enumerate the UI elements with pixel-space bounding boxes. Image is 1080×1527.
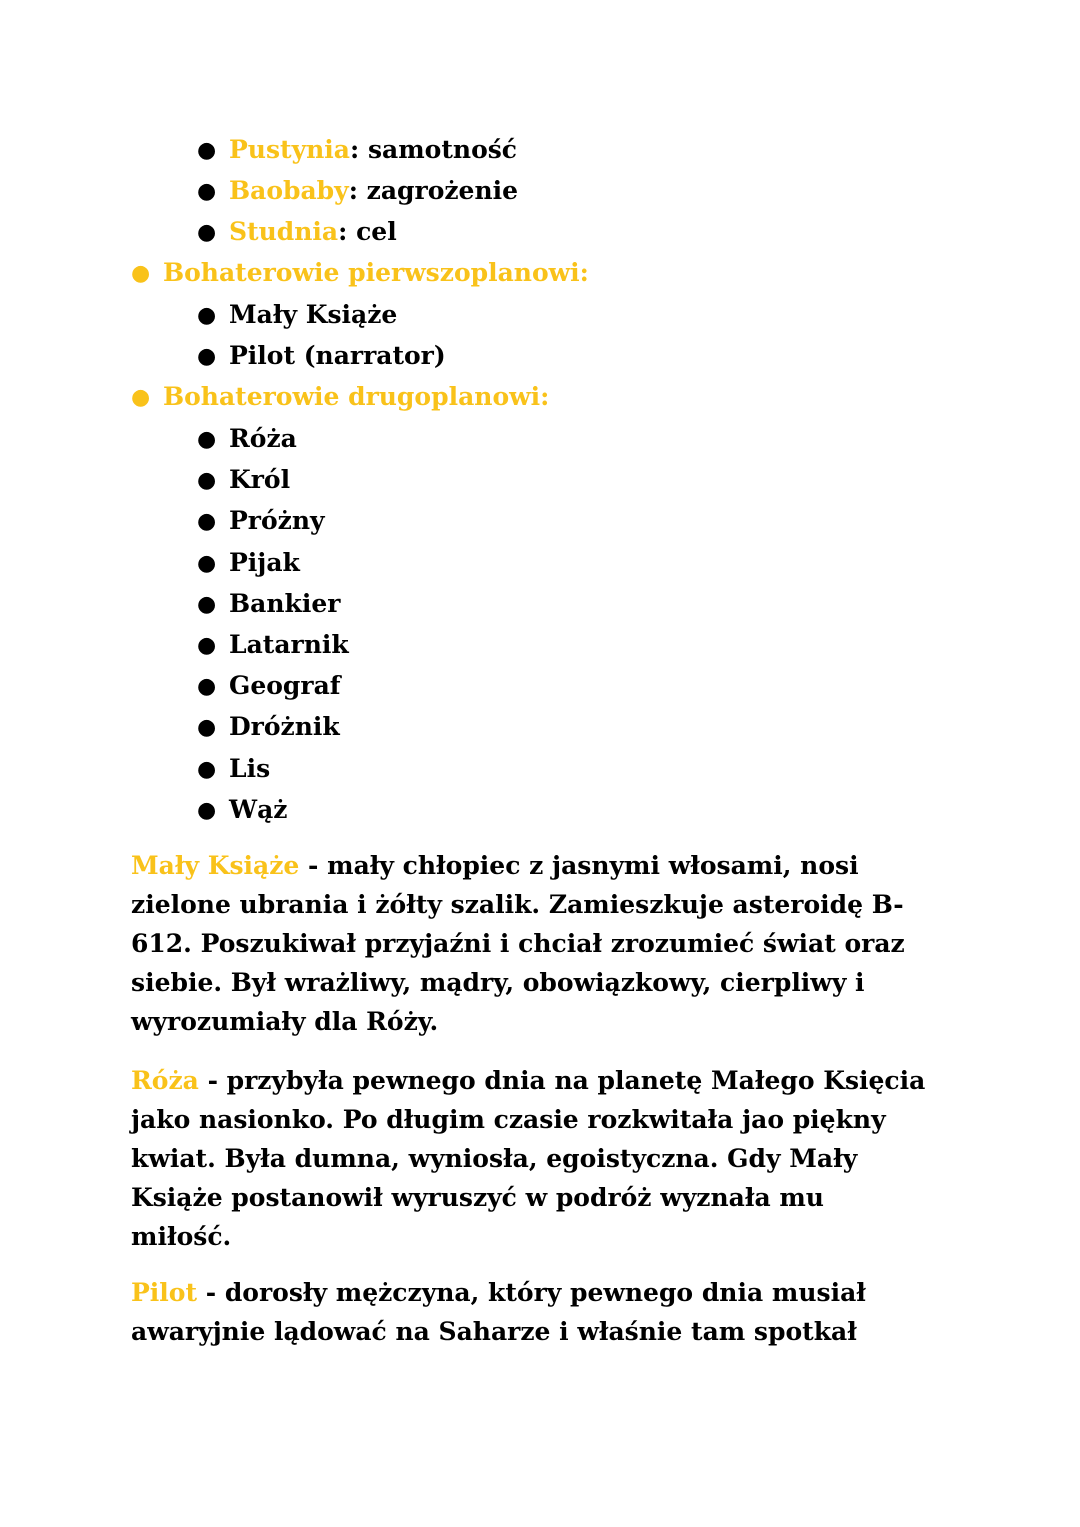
symbol-meaning: cel [356, 217, 397, 246]
heading-main-characters [131, 257, 589, 289]
character-name: Mały Książe [131, 851, 300, 880]
symbol-term: Studnia [229, 217, 339, 246]
line-text: przybyła pewnego dnia na planetę Małego Księcia [226, 1066, 926, 1095]
list-item-main-character [197, 299, 398, 331]
list-item-secondary-character [197, 794, 288, 826]
list-item-secondary-character [197, 547, 300, 579]
paragraph-line: zielone ubrania i żółty szalik. Zamieszkuje asteroidę B- [131, 890, 904, 919]
character-name: Bankier [229, 589, 341, 618]
description-roza [131, 1061, 961, 1256]
bullet-icon: ● [197, 426, 217, 452]
bullet-icon: ● [197, 714, 217, 740]
list-item-secondary-character [197, 711, 340, 743]
bullet-icon: ● [197, 137, 217, 163]
character-name: Róża [131, 1066, 199, 1095]
symbol-separator: : [350, 135, 368, 164]
list-item-secondary-character [197, 753, 271, 785]
line-text: mały chłopiec z jasnymi włosami, nosi [327, 851, 859, 880]
list-item-secondary-character [197, 588, 341, 620]
paragraph-line: siebie. Był wrażliwy, mądry, obowiązkowy, cierpliwy i [131, 968, 865, 997]
symbol-term: Pustynia [229, 135, 350, 164]
character-name: Mały Książe [229, 300, 398, 329]
paragraph-line: jako nasionko. Po długim czasie rozkwitała jao piękny [131, 1105, 886, 1134]
bullet-icon: ● [197, 550, 217, 576]
bullet-icon: ● [197, 178, 217, 204]
character-name: Pilot [131, 1278, 198, 1307]
paragraph-line: kwiat. Była dumna, wyniosła, egoistyczna. Gdy Mały [131, 1144, 858, 1173]
bullet-icon: ● [197, 632, 217, 658]
list-item-secondary-character [197, 505, 325, 537]
symbol-meaning: zagrożenie [366, 176, 519, 205]
line-text: dorosły mężczyna, który pewnego dnia musiał [224, 1278, 866, 1307]
heading-text: Bohaterowie pierwszoplanowi: [163, 258, 589, 287]
character-name: Lis [229, 754, 271, 783]
bullet-icon: ● [197, 673, 217, 699]
paragraph-line: miłość. [131, 1222, 232, 1251]
heading-secondary-characters [131, 381, 550, 413]
character-name: Latarnik [229, 630, 349, 659]
paragraph-line: Książe postanowił wyruszyć w podróż wyznała mu [131, 1183, 824, 1212]
character-name: Dróżnik [229, 712, 340, 741]
name-separator: - [198, 1066, 227, 1095]
bullet-icon: ● [197, 508, 217, 534]
symbol-separator: : [348, 176, 367, 205]
symbol-separator: : [338, 217, 357, 246]
character-name: Pilot (narrator) [229, 341, 446, 370]
bullet-icon: ● [197, 467, 217, 493]
list-item-symbol-baobaby [197, 175, 519, 207]
bullet-icon: ● [197, 343, 217, 369]
name-separator: - [197, 1278, 225, 1307]
character-name: Wąż [229, 795, 288, 824]
paragraph-line [131, 1061, 961, 1100]
bullet-icon: ● [197, 591, 217, 617]
character-name: Róża [229, 424, 297, 453]
bullet-icon: ● [197, 302, 217, 328]
list-item-symbol-pustynia [197, 134, 518, 166]
list-item-secondary-character [197, 464, 291, 496]
bullet-icon: ● [131, 260, 151, 286]
paragraph-line [131, 846, 961, 885]
list-item-secondary-character [197, 423, 297, 455]
list-item-secondary-character [197, 670, 341, 702]
list-item-secondary-character [197, 629, 349, 661]
character-name: Pijak [229, 548, 300, 577]
list-item-symbol-studnia [197, 216, 397, 248]
bullet-icon: ● [197, 756, 217, 782]
symbol-meaning: samotność [367, 135, 518, 164]
name-separator: - [299, 851, 328, 880]
character-name: Geograf [229, 671, 341, 700]
description-maly-ksiaze [131, 846, 961, 1041]
list-item-main-character [197, 340, 446, 372]
paragraph-line: awaryjnie lądować na Saharze i właśnie tam spotkał [131, 1317, 857, 1346]
bullet-icon: ● [197, 797, 217, 823]
character-name: Król [229, 465, 291, 494]
paragraph-line: wyrozumiały dla Róży. [131, 1007, 439, 1036]
paragraph-line: 612. Poszukiwał przyjaźni i chciał zrozumieć świat oraz [131, 929, 905, 958]
description-pilot [131, 1273, 961, 1351]
bullet-icon: ● [197, 219, 217, 245]
bullet-icon: ● [131, 384, 151, 410]
heading-text: Bohaterowie drugoplanowi: [163, 382, 550, 411]
symbol-term: Baobaby [229, 176, 349, 205]
character-name: Próżny [229, 506, 325, 535]
paragraph-line [131, 1273, 961, 1312]
